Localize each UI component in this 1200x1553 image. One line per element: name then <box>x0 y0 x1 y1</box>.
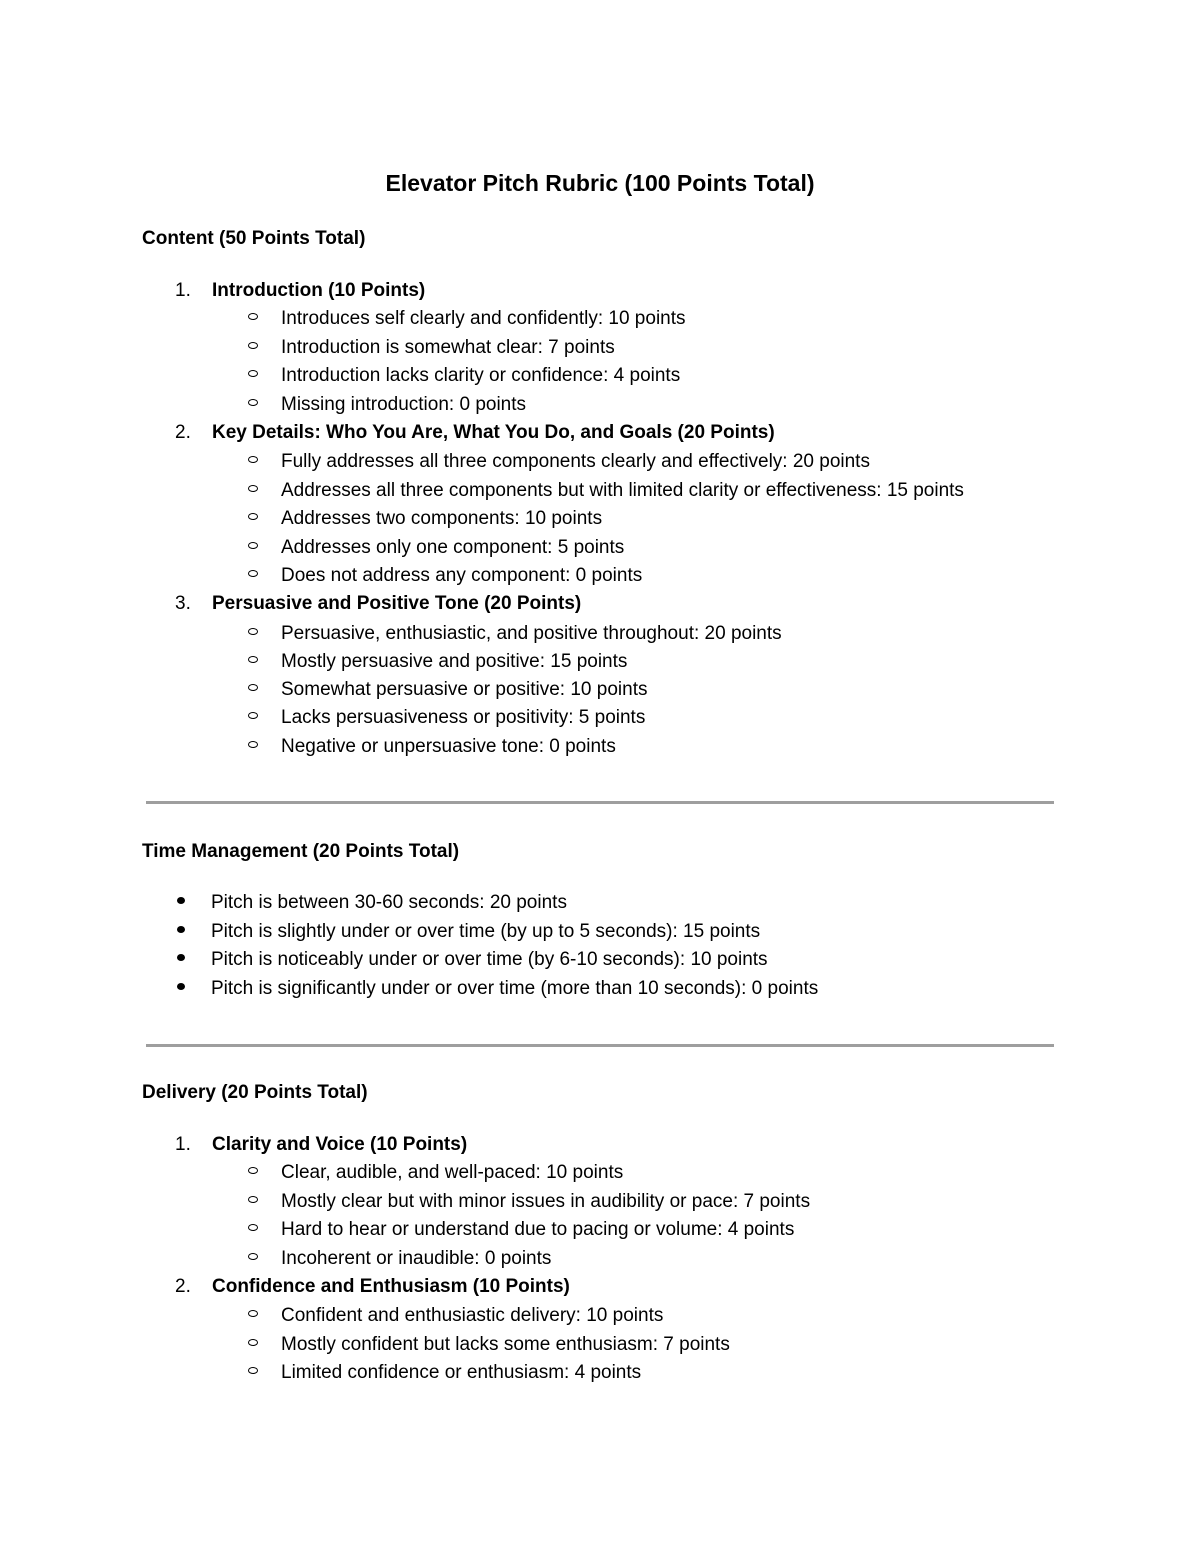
hollow-circle-bullet-icon <box>248 1196 258 1203</box>
hollow-circle-bullet-icon <box>248 1367 258 1374</box>
hollow-circle-bullet-icon <box>248 399 258 406</box>
hollow-circle-bullet-icon <box>248 1224 258 1231</box>
page-title: Elevator Pitch Rubric (100 Points Total) <box>385 170 815 196</box>
time-level: Pitch is noticeably under or over time (by 6-10 seconds): 10 points <box>177 948 768 972</box>
hollow-circle-bullet-icon <box>248 513 258 520</box>
time-level: Pitch is significantly under or over time (more than 10 seconds): 0 points <box>177 977 818 1001</box>
score-level: Incoherent or inaudible: 0 points <box>248 1247 551 1271</box>
hollow-circle-bullet-icon <box>248 313 258 320</box>
criterion-number: 1. <box>175 1134 191 1155</box>
criterion-label: Key Details: Who You Are, What You Do, and Goals (20 Points) <box>212 422 775 443</box>
filled-bullet-icon <box>177 897 185 904</box>
score-level: Negative or unpersuasive tone: 0 points <box>248 735 616 759</box>
criterion-introduction <box>175 279 425 303</box>
criterion-confidence-enthusiasm <box>175 1275 570 1299</box>
hollow-circle-bullet-icon <box>248 1339 258 1346</box>
hollow-circle-bullet-icon <box>248 342 258 349</box>
score-level: Limited confidence or enthusiasm: 4 points <box>248 1361 641 1385</box>
score-level: Fully addresses all three components clearly and effectively: 20 points <box>248 450 870 474</box>
score-level: Confident and enthusiastic delivery: 10 points <box>248 1304 663 1328</box>
delivery-heading: Delivery (20 Points Total) <box>142 1082 368 1103</box>
hollow-circle-bullet-icon <box>248 656 258 663</box>
hollow-circle-bullet-icon <box>248 570 258 577</box>
score-level: Lacks persuasiveness or positivity: 5 points <box>248 706 645 730</box>
criterion-number: 2. <box>175 422 191 443</box>
score-level: Addresses two components: 10 points <box>248 507 602 531</box>
criterion-number: 3. <box>175 593 191 614</box>
section-divider <box>146 1044 1054 1047</box>
hollow-circle-bullet-icon <box>248 1310 258 1317</box>
filled-bullet-icon <box>177 926 185 933</box>
score-level: Somewhat persuasive or positive: 10 points <box>248 678 647 702</box>
time-management-heading: Time Management (20 Points Total) <box>142 841 460 862</box>
score-level: Hard to hear or understand due to pacing or volume: 4 points <box>248 1218 794 1242</box>
hollow-circle-bullet-icon <box>248 542 258 549</box>
hollow-circle-bullet-icon <box>248 628 258 635</box>
criterion-persuasive-tone <box>175 592 581 616</box>
hollow-circle-bullet-icon <box>248 456 258 463</box>
criterion-label: Clarity and Voice (10 Points) <box>212 1134 468 1155</box>
criterion-clarity-voice <box>175 1133 467 1157</box>
hollow-circle-bullet-icon <box>248 370 258 377</box>
score-level: Clear, audible, and well-paced: 10 points <box>248 1161 623 1185</box>
score-level: Addresses only one component: 5 points <box>248 536 624 560</box>
score-level: Introduction lacks clarity or confidence: 4 points <box>248 364 680 388</box>
hollow-circle-bullet-icon <box>248 712 258 719</box>
score-level: Missing introduction: 0 points <box>248 393 526 417</box>
hollow-circle-bullet-icon <box>248 1167 258 1174</box>
criterion-label: Persuasive and Positive Tone (20 Points) <box>212 593 582 614</box>
content-heading: Content (50 Points Total) <box>142 228 366 249</box>
filled-bullet-icon <box>177 954 185 961</box>
hollow-circle-bullet-icon <box>248 485 258 492</box>
criterion-key-details <box>175 421 775 445</box>
score-level: Mostly confident but lacks some enthusiasm: 7 points <box>248 1333 730 1357</box>
time-level: Pitch is between 30-60 seconds: 20 points <box>177 891 567 915</box>
score-level: Introduction is somewhat clear: 7 points <box>248 336 615 360</box>
hollow-circle-bullet-icon <box>248 684 258 691</box>
criterion-label: Confidence and Enthusiasm (10 Points) <box>212 1276 570 1297</box>
score-level: Introduces self clearly and confidently: 10 points <box>248 307 686 331</box>
score-level: Does not address any component: 0 points <box>248 564 642 588</box>
score-level: Mostly persuasive and positive: 15 points <box>248 650 627 674</box>
hollow-circle-bullet-icon <box>248 1253 258 1260</box>
time-level: Pitch is slightly under or over time (by up to 5 seconds): 15 points <box>177 920 760 944</box>
criterion-label: Introduction (10 Points) <box>212 280 426 301</box>
section-divider <box>146 801 1054 804</box>
score-level: Addresses all three components but with limited clarity or effectiveness: 15 points <box>248 479 964 503</box>
hollow-circle-bullet-icon <box>248 741 258 748</box>
criterion-number: 1. <box>175 280 191 301</box>
score-level: Mostly clear but with minor issues in audibility or pace: 7 points <box>248 1190 810 1214</box>
score-level: Persuasive, enthusiastic, and positive throughout: 20 points <box>248 622 782 646</box>
criterion-number: 2. <box>175 1276 191 1297</box>
filled-bullet-icon <box>177 983 185 990</box>
